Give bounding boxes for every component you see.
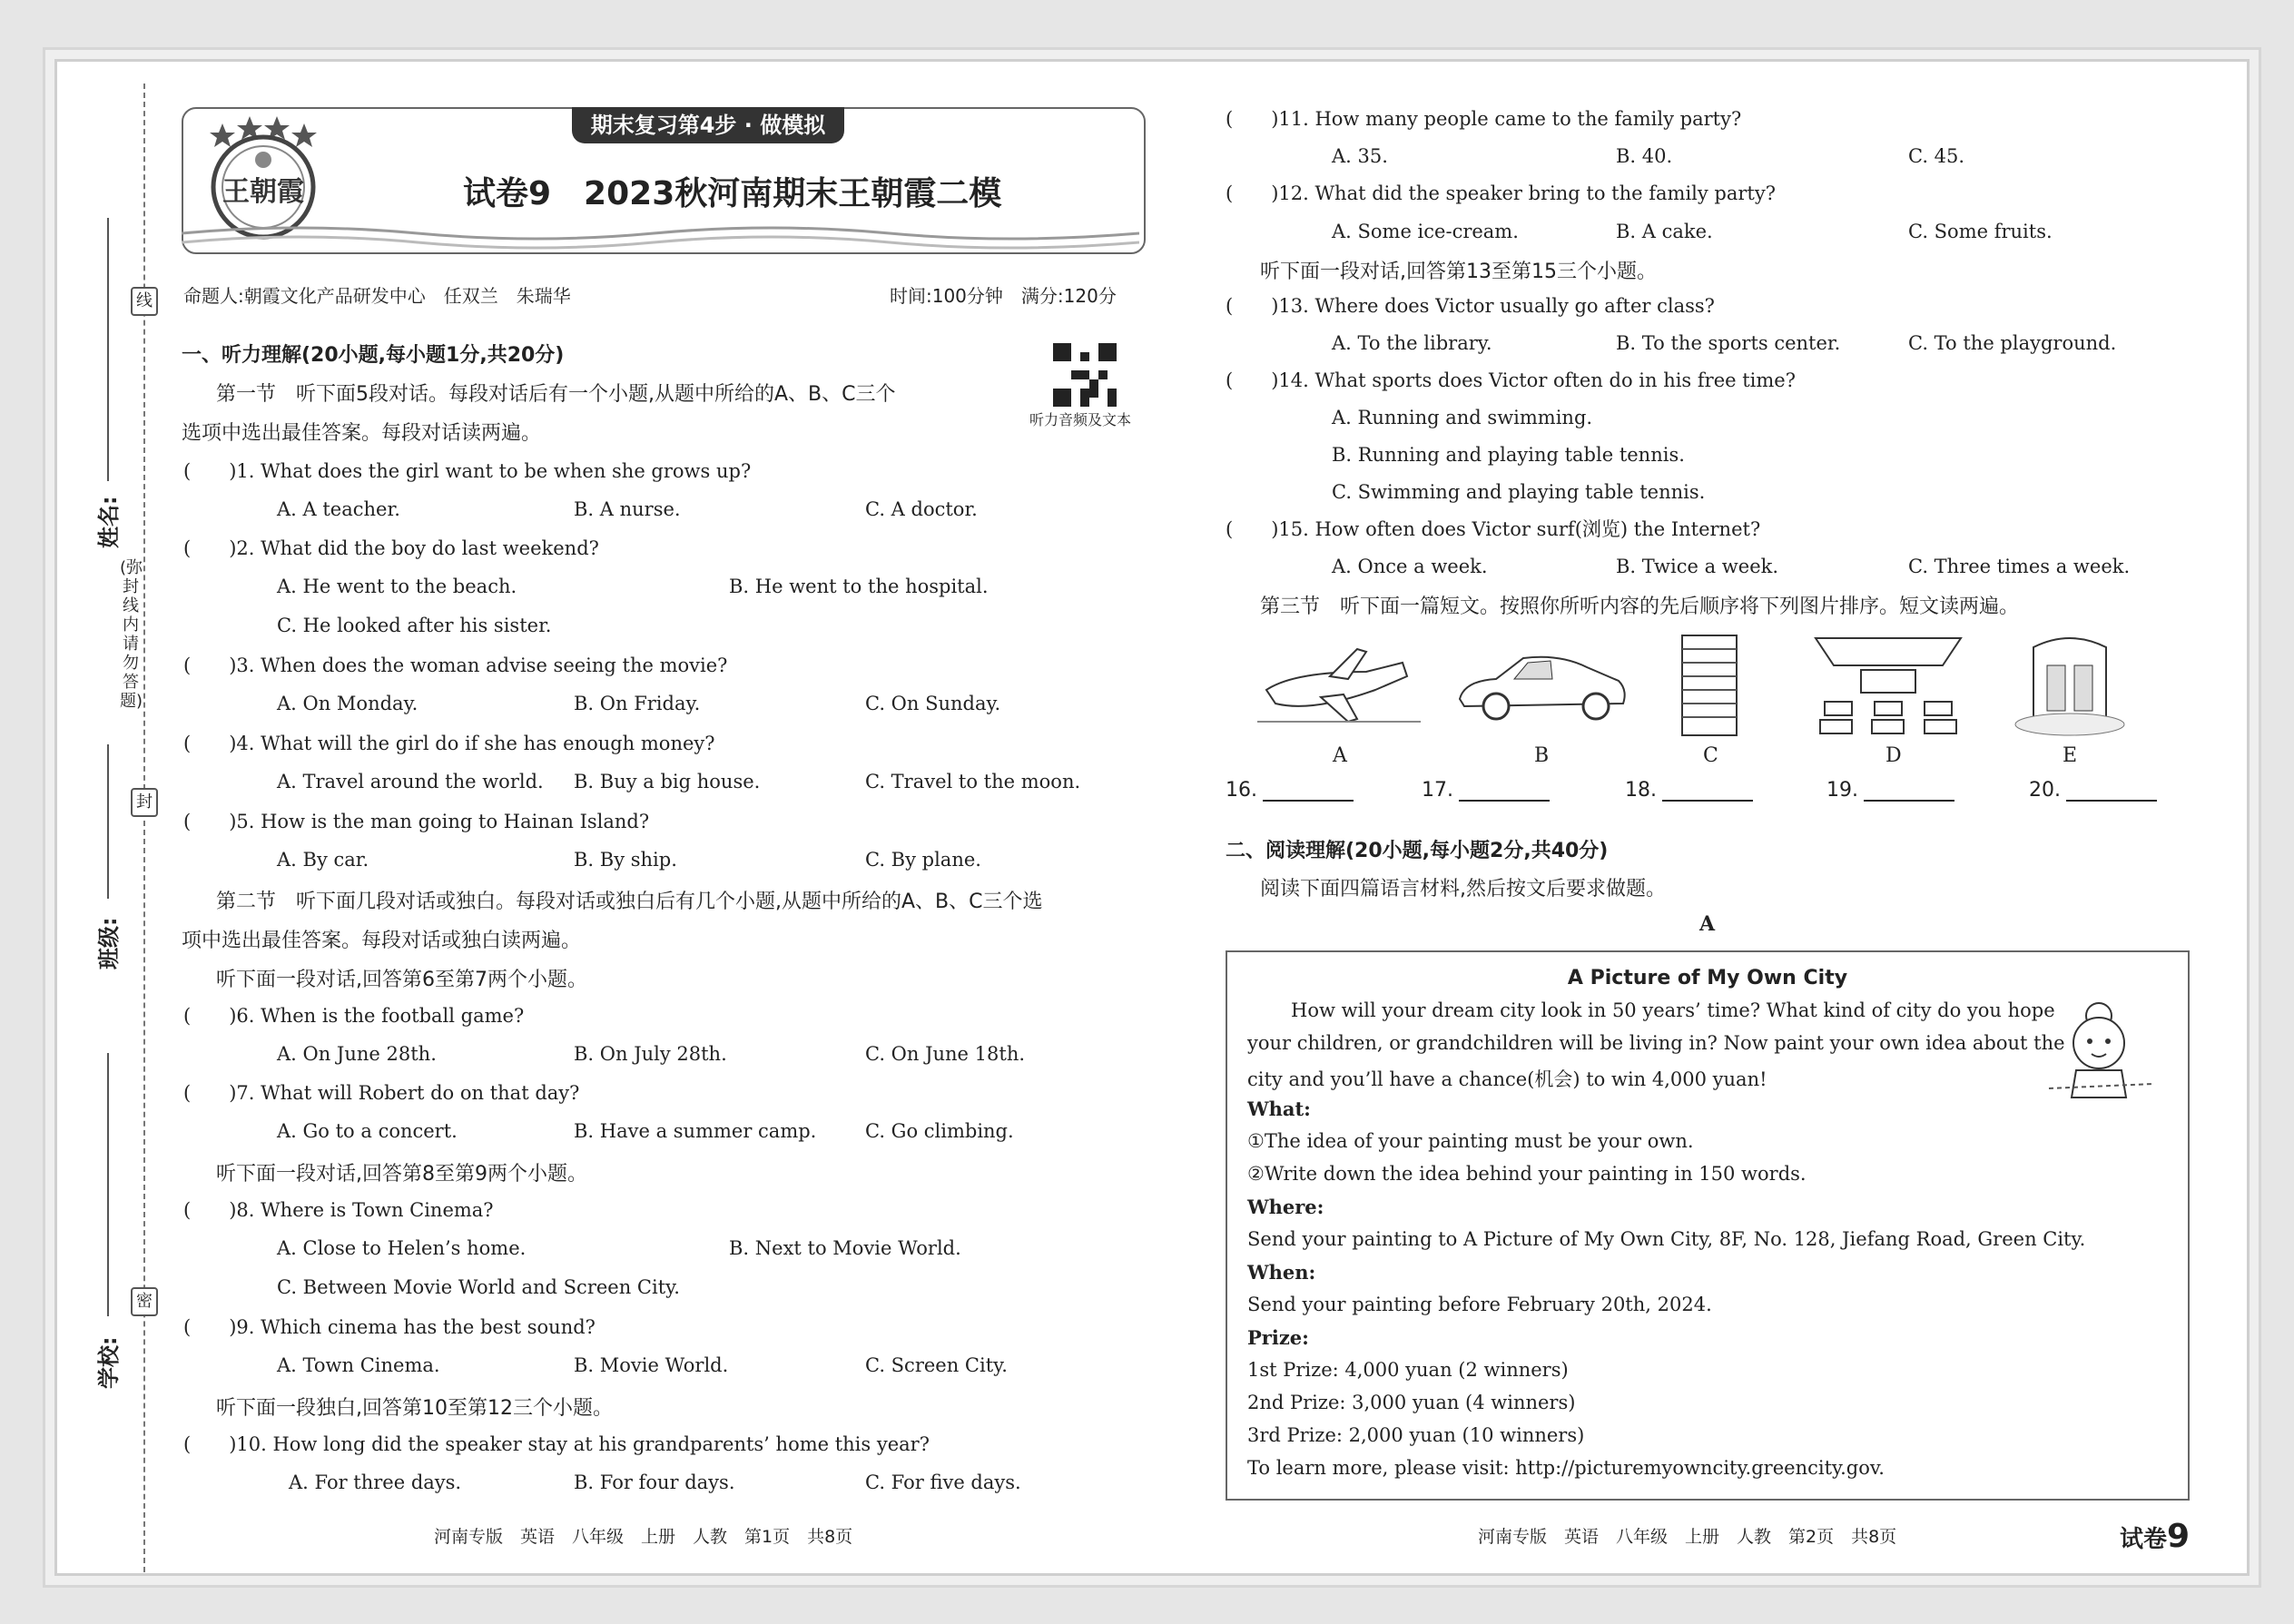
q12-option-a[interactable]: A. Some ice-cream.	[1332, 221, 1519, 242]
q11-option-b[interactable]: B. 40.	[1616, 145, 1673, 167]
q5-option-c[interactable]: C. By plane.	[865, 849, 981, 871]
question-7: ( )7. What will Robert do on that day?	[183, 1082, 580, 1104]
section2-heading: 二、阅读理解(20小题,每小题2分,共40分)	[1226, 840, 1609, 862]
q13-option-c[interactable]: C. To the playground.	[1908, 332, 2117, 354]
authors: 命题人:朝霞文化产品研发中心 任双兰 朱瑞华	[183, 285, 571, 307]
q10-option-b[interactable]: B. For four days.	[574, 1471, 735, 1493]
seal-feng: 封	[131, 788, 158, 817]
school-label: 学校:	[96, 1336, 122, 1389]
building-picture	[1669, 631, 1750, 740]
classroom-picture	[1807, 629, 1970, 740]
part2-instruction-2: 项中选出最佳答案。每段对话或独白读两遍。	[182, 930, 582, 952]
passage-para-line-2: your children, or grandchildren will be living in? Now paint your own idea about the	[1247, 1032, 2065, 1054]
question-3: ( )3. When does the woman advise seeing the movie?	[183, 655, 728, 676]
logo-text: 王朝霞	[222, 176, 304, 208]
class-field[interactable]	[107, 744, 109, 899]
q15-option-c[interactable]: C. Three times a week.	[1908, 556, 2131, 577]
prize-label: Prize:	[1247, 1326, 1309, 1349]
q4-option-a[interactable]: A. Travel around the world.	[277, 771, 544, 792]
q10-option-a[interactable]: A. For three days.	[289, 1471, 462, 1493]
passage-para-line-3: city and you’ll have a chance(机会) to win 4,000 yuan!	[1247, 1068, 1767, 1090]
q7-option-b[interactable]: B. Have a summer camp.	[574, 1120, 817, 1142]
instruction-13-15: 听下面一段对话,回答第13至第15三个小题。	[1260, 261, 1657, 283]
part2-instruction-1: 第二节 听下面几段对话或独白。每段对话或独白后有几个小题,从题中所给的A、B、C三个选	[216, 891, 1043, 913]
picture-label-d: D	[1885, 744, 1902, 767]
qr-code-icon[interactable]	[1053, 343, 1117, 407]
car-picture	[1451, 626, 1632, 735]
q8-option-a[interactable]: A. Close to Helen’s home.	[277, 1237, 527, 1259]
binding-note: (弥封线内请勿答题)	[120, 558, 143, 711]
header-wave-decoration	[182, 222, 1139, 250]
what-item-1: ①The idea of your painting must be your own.	[1247, 1130, 1694, 1152]
q14-option-a[interactable]: A. Running and swimming.	[1332, 407, 1593, 428]
q5-option-a[interactable]: A. By car.	[277, 849, 369, 871]
question-12: ( )12. What did the speaker bring to the family party?	[1226, 182, 1776, 204]
paper-tag: 试卷9	[2120, 1518, 2191, 1555]
prize-3: 3rd Prize: 2,000 yuan (10 winners)	[1247, 1424, 1585, 1446]
answer-blank-16[interactable]: 16.	[1226, 779, 1354, 802]
seal-mi: 密	[131, 1287, 158, 1316]
q3-option-a[interactable]: A. On Monday.	[277, 693, 418, 714]
question-11: ( )11. How many people came to the family party?	[1226, 108, 1742, 130]
what-label: What:	[1247, 1097, 1311, 1120]
q7-option-a[interactable]: A. Go to a concert.	[277, 1120, 458, 1142]
q11-option-a[interactable]: A. 35.	[1332, 145, 1388, 167]
answer-blank-20[interactable]: 20.	[2029, 779, 2157, 802]
q13-option-b[interactable]: B. To the sports center.	[1616, 332, 1841, 354]
q1-option-b[interactable]: B. A nurse.	[574, 498, 681, 520]
q2-option-b[interactable]: B. He went to the hospital.	[729, 576, 989, 597]
question-1: ( )1. What does the girl want to be when she grows up?	[183, 460, 752, 482]
banner-step: 期末复习第4步 · 做模拟	[572, 107, 844, 143]
q3-option-c[interactable]: C. On Sunday.	[865, 693, 1001, 714]
when-label: When:	[1247, 1261, 1316, 1284]
passage-para-line-1: How will your dream city look in 50 years’ time? What kind of city do you hope	[1291, 999, 2055, 1021]
instruction-8-9: 听下面一段对话,回答第8至第9两个小题。	[216, 1163, 587, 1186]
name-label: 姓名:	[96, 496, 122, 548]
q14-option-b[interactable]: B. Running and playing table tennis.	[1332, 444, 1685, 466]
class-label: 班级:	[96, 917, 122, 969]
when-item: Send your painting before February 20th, 2024.	[1247, 1294, 1712, 1315]
girl-painting-illustration	[2044, 989, 2158, 1107]
picture-label-c: C	[1703, 744, 1718, 767]
seal-xian: 线	[131, 287, 158, 316]
question-2: ( )2. What did the boy do last weekend?	[183, 537, 599, 559]
q1-option-a[interactable]: A. A teacher.	[277, 498, 400, 520]
q2-option-c[interactable]: C. He looked after his sister.	[277, 615, 552, 636]
q4-option-c[interactable]: C. Travel to the moon.	[865, 771, 1081, 792]
store-picture	[2011, 629, 2129, 740]
question-5: ( )5. How is the man going to Hainan Island?	[183, 811, 650, 832]
question-15: ( )15. How often does Victor surf(浏览) the Internet?	[1226, 518, 1761, 540]
section2-instruction: 阅读下面四篇语言材料,然后按文后要求做题。	[1260, 878, 1666, 901]
answer-blank-19[interactable]: 19.	[1826, 779, 1954, 802]
instruction-6-7: 听下面一段对话,回答第6至第7两个小题。	[216, 969, 587, 991]
q9-option-c[interactable]: C. Screen City.	[865, 1354, 1008, 1376]
name-field[interactable]	[107, 218, 109, 481]
question-14: ( )14. What sports does Victor often do in his free time?	[1226, 369, 1796, 391]
where-item: Send your painting to A Picture of My Own City, 8F, No. 128, Jiefang Road, Green City.	[1247, 1228, 2086, 1250]
question-4: ( )4. What will the girl do if she has enough money?	[183, 733, 715, 754]
prize-2: 2nd Prize: 3,000 yuan (4 winners)	[1247, 1392, 1576, 1413]
picture-label-e: E	[2063, 744, 2078, 767]
q5-option-b[interactable]: B. By ship.	[574, 849, 677, 871]
passage-title: A Picture of My Own City	[1567, 967, 1848, 989]
q15-option-b[interactable]: B. Twice a week.	[1616, 556, 1779, 577]
where-label: Where:	[1247, 1196, 1324, 1218]
q6-option-c[interactable]: C. On June 18th.	[865, 1043, 1026, 1065]
question-13: ( )13. Where does Victor usually go after class?	[1226, 295, 1715, 317]
question-10: ( )10. How long did the speaker stay at his grandparents’ home this year?	[183, 1433, 930, 1455]
q12-option-c[interactable]: C. Some fruits.	[1908, 221, 2053, 242]
instruction-10-12: 听下面一段独白,回答第10至第12三个小题。	[216, 1397, 613, 1420]
q3-option-b[interactable]: B. On Friday.	[574, 693, 701, 714]
q15-option-a[interactable]: A. Once a week.	[1332, 556, 1488, 577]
q9-option-b[interactable]: B. Movie World.	[574, 1354, 729, 1376]
airplane-picture	[1257, 626, 1421, 735]
qr-label: 听力音频及文本	[1029, 411, 1132, 428]
question-9: ( )9. Which cinema has the best sound?	[183, 1316, 596, 1338]
q14-option-c[interactable]: C. Swimming and playing table tennis.	[1332, 481, 1706, 503]
q11-option-c[interactable]: C. 45.	[1908, 145, 1965, 167]
q9-option-a[interactable]: A. Town Cinema.	[277, 1354, 440, 1376]
picture-label-a: A	[1333, 744, 1347, 767]
q1-option-c[interactable]: C. A doctor.	[865, 498, 978, 520]
passage-letter: A	[1699, 912, 1716, 936]
page-title: 试卷9 2023秋河南期末王朝霞二模	[463, 175, 1002, 212]
time-score: 时间:100分钟 满分:120分	[890, 285, 1117, 307]
question-8: ( )8. Where is Town Cinema?	[183, 1199, 494, 1221]
q6-option-b[interactable]: B. On July 28th.	[574, 1043, 727, 1065]
q8-option-b[interactable]: B. Next to Movie World.	[729, 1237, 961, 1259]
q13-option-a[interactable]: A. To the library.	[1332, 332, 1492, 354]
q6-option-a[interactable]: A. On June 28th.	[277, 1043, 437, 1065]
q10-option-c[interactable]: C. For five days.	[865, 1471, 1021, 1493]
school-field[interactable]	[107, 1053, 109, 1316]
part1-instruction-2: 选项中选出最佳答案。每段对话读两遍。	[182, 422, 542, 445]
q7-option-c[interactable]: C. Go climbing.	[865, 1120, 1014, 1142]
footer-right: 河南专版 英语 八年级 上册 人教 第2页 共8页	[1478, 1527, 1897, 1547]
what-item-2: ②Write down the idea behind your painting in 150 words.	[1247, 1163, 1807, 1185]
q8-option-c[interactable]: C. Between Movie World and Screen City.	[277, 1276, 680, 1298]
q4-option-b[interactable]: B. Buy a big house.	[574, 771, 761, 792]
q2-option-a[interactable]: A. He went to the beach.	[277, 576, 517, 597]
part1-instruction-1: 第一节 听下面5段对话。每段对话后有一个小题,从题中所给的A、B、C三个	[216, 383, 896, 406]
answer-blank-17[interactable]: 17.	[1422, 779, 1550, 802]
reading-passage-box	[1226, 950, 2190, 1501]
footer-left: 河南专版 英语 八年级 上册 人教 第1页 共8页	[434, 1527, 853, 1547]
picture-label-b: B	[1534, 744, 1550, 767]
learn-more: To learn more, please visit: http://picturemyowncity.greencity.gov.	[1247, 1457, 1885, 1479]
prize-1: 1st Prize: 4,000 yuan (2 winners)	[1247, 1359, 1569, 1381]
part3-instruction: 第三节 听下面一篇短文。按照你所听内容的先后顺序将下列图片排序。短文读两遍。	[1260, 595, 2020, 618]
q12-option-b[interactable]: B. A cake.	[1616, 221, 1713, 242]
answer-blank-18[interactable]: 18.	[1625, 779, 1753, 802]
question-6: ( )6. When is the football game?	[183, 1005, 525, 1027]
section1-heading: 一、听力理解(20小题,每小题1分,共20分)	[182, 344, 565, 367]
